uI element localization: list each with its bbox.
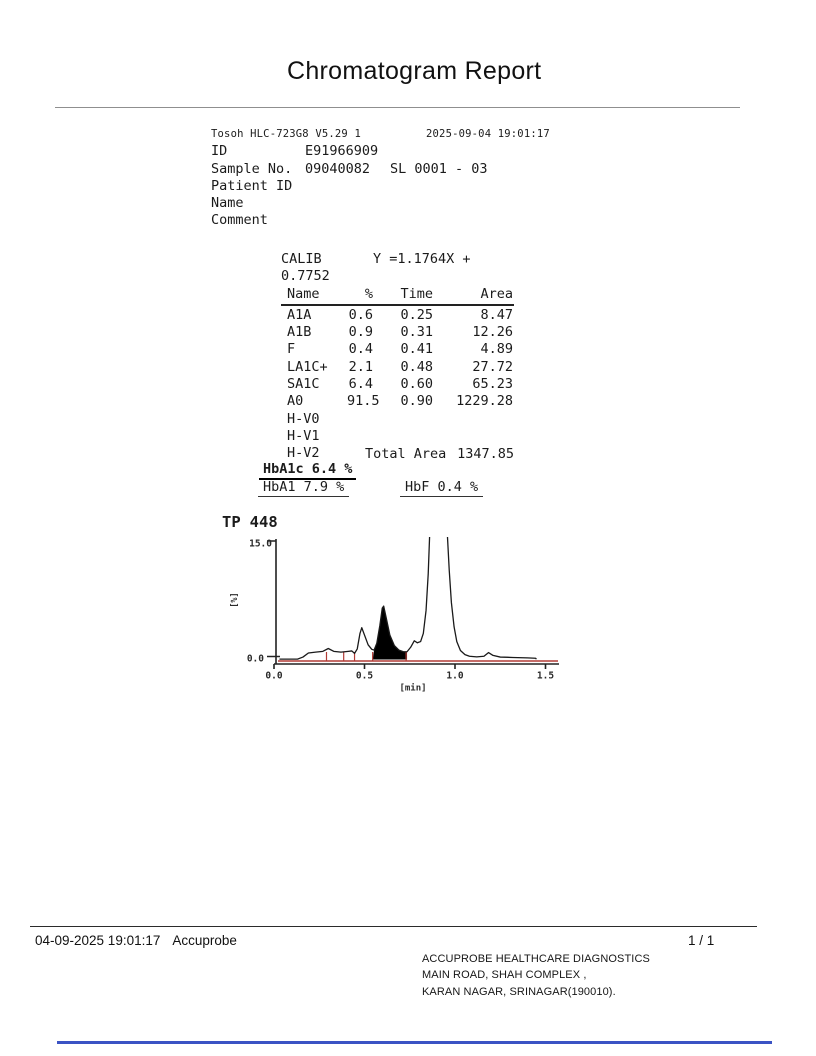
y-tick-label: 15.0 xyxy=(249,538,272,550)
field-label: Patient ID xyxy=(211,177,293,194)
analyzer-header-row xyxy=(211,126,556,143)
x-tick-label: 1.5 xyxy=(536,670,555,682)
calib-column-headers xyxy=(281,286,514,303)
tp-value: 448 xyxy=(249,513,278,531)
x-tick-label: 1.0 xyxy=(446,670,464,682)
calib-row: LA1C+ 2.1 0.48 27.72 xyxy=(287,358,513,375)
page-number: 1 / 1 xyxy=(688,933,715,948)
calib-row: A1A 0.6 0.25 8.47 xyxy=(287,306,513,323)
top-divider xyxy=(55,107,740,108)
y-axis-unit-label: [%] xyxy=(230,592,240,608)
clinic-address xyxy=(422,951,650,1000)
field-row-comment xyxy=(211,212,556,229)
calib-col-time: Time xyxy=(400,285,433,302)
calib-col-area: Area xyxy=(480,285,513,302)
analyzer-report-block xyxy=(211,126,556,230)
calib-row: H-V0 xyxy=(287,410,320,427)
calib-row: H-V1 xyxy=(287,427,320,444)
total-area-value: 1347.85 xyxy=(457,446,514,462)
clinic-address-line-3: KARAN NAGAR, SRINAGAR(190010). xyxy=(422,985,616,998)
total-area-label: Total Area xyxy=(365,446,447,462)
calib-row: A1B 0.9 0.31 12.26 xyxy=(287,324,513,341)
clinic-address-line-1: ACCUPROBE HEALTHCARE DIAGNOSTICS xyxy=(422,953,650,965)
field-value: E91966909 xyxy=(305,143,379,160)
calib-section xyxy=(281,251,514,463)
result-hba1: HbA1 7.9 % xyxy=(258,479,349,497)
calib-row: F 0.4 0.41 4.89 xyxy=(287,341,513,358)
y-tick-label: 0.0 xyxy=(246,653,264,665)
footer-left xyxy=(35,933,237,948)
footer-datetime: 04-09-2025 19:01:17 xyxy=(35,933,161,948)
chart-axes xyxy=(267,539,559,669)
calib-rows xyxy=(281,304,514,463)
result-hba1c: HbA1c 6.4 % xyxy=(259,461,356,480)
calib-header-row xyxy=(281,251,514,286)
result-hbf: HbF 0.4 % xyxy=(400,479,483,497)
total-area-row xyxy=(281,446,514,462)
field-label: Name xyxy=(211,195,244,212)
field-label: ID xyxy=(211,143,228,160)
field-row-sample-no xyxy=(211,161,556,178)
page-title: Chromatogram Report xyxy=(287,57,542,85)
field-label: Comment xyxy=(211,212,268,229)
field-row-patient-id xyxy=(211,178,556,195)
calib-col-name: Name xyxy=(287,285,320,302)
clinic-address-line-2: MAIN ROAD, SHAH COMPLEX , xyxy=(422,969,587,982)
tp-label: TP xyxy=(222,513,241,531)
report-datetime: 2025-09-04 19:01:17 xyxy=(426,128,550,140)
calib-row: SA1C 6.4 0.60 65.23 xyxy=(287,376,513,393)
bottom-divider xyxy=(30,926,757,927)
calib-equation: Y =1.1764X + 0.7752 xyxy=(281,251,471,285)
field-value: 09040082 xyxy=(305,160,371,177)
chart-plot-area xyxy=(279,525,536,660)
calib-row: H-V2 xyxy=(287,445,320,462)
elution-curve xyxy=(279,525,536,659)
field-row-id xyxy=(211,143,556,160)
x-tick-label: 0.0 xyxy=(265,670,283,682)
field-label: Sample No. xyxy=(211,160,293,177)
field-row-name xyxy=(211,195,556,212)
field-extra: SL 0001 - 03 xyxy=(390,160,488,177)
calib-col-pct: % xyxy=(364,285,373,302)
calib-label: CALIB xyxy=(281,251,322,267)
calib-row: A0 91.5 0.90 1229.28 xyxy=(287,393,513,410)
x-tick-label: 0.5 xyxy=(355,670,374,682)
footer-lab-name: Accuprobe xyxy=(172,933,237,948)
x-axis-unit-label: [min] xyxy=(399,683,427,694)
analyzer-model: Tosoh HLC-723G8 V5.29 1 xyxy=(211,128,361,140)
chromatogram-chart xyxy=(215,512,577,704)
bottom-accent-bar xyxy=(57,1041,772,1044)
